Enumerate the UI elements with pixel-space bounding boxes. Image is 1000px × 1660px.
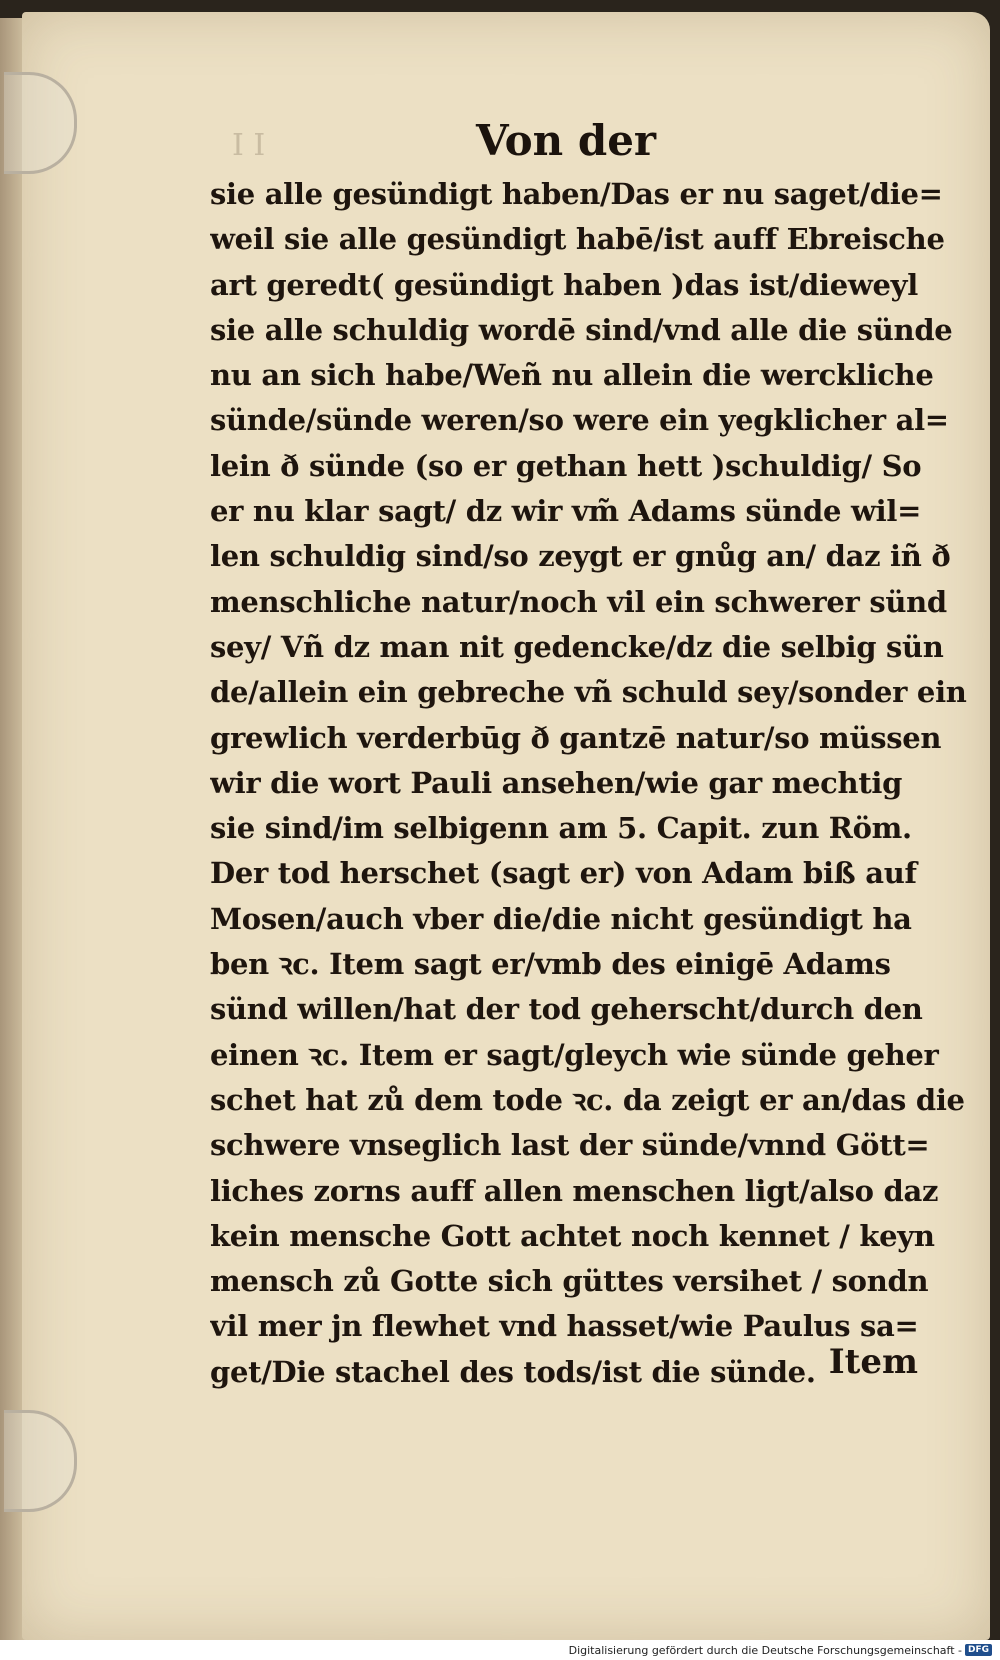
text-line: ben ꝛc. Item sagt er/vmb des einigē Adams bbox=[210, 947, 891, 982]
text-line: menschliche natur/noch vil ein schwerer sünd bbox=[210, 584, 947, 619]
text-line: get/Die stachel des tods/ist die sünde. bbox=[210, 1354, 816, 1389]
text-block bbox=[210, 172, 980, 1395]
text-line: liches zorns auff allen menschen ligt/also daz bbox=[210, 1173, 939, 1208]
catchword: Item bbox=[828, 1342, 918, 1382]
text-line: art geredt( gesündigt haben )das ist/dieweyl bbox=[210, 267, 918, 302]
text-line: weil sie alle gesündigt habē/ist auff Ebreische bbox=[210, 222, 945, 257]
text-line: lein ð sünde (so er gethan hett )schuldig/ So bbox=[210, 448, 922, 483]
dfg-logo-icon: DFG bbox=[965, 1644, 992, 1656]
text-line: vil mer jn flewhet vnd hasset/wie Paulus sa= bbox=[210, 1309, 919, 1344]
text-line: sünd willen/hat der tod geherscht/durch den bbox=[210, 992, 923, 1027]
faded-show-through-mark: I I bbox=[232, 128, 266, 163]
text-line: sie alle gesündigt haben/Das er nu saget/die= bbox=[210, 177, 943, 211]
book-page bbox=[22, 12, 990, 1640]
text-line: sie sind/im selbigenn am 5. Capit. zun Röm. bbox=[210, 811, 912, 846]
text-line: de/allein ein gebreche vñ schuld sey/sonder ein bbox=[210, 675, 967, 710]
text-line: kein mensche Gott achtet noch kennet / keyn bbox=[210, 1218, 935, 1253]
text-line: mensch zů Gotte sich güttes versihet / sondn bbox=[210, 1264, 929, 1299]
clip-icon bbox=[4, 1410, 77, 1512]
text-line: len schuldig sind/so zeygt er gnůg an/ daz iñ ð bbox=[210, 539, 951, 574]
digitization-footer bbox=[0, 1640, 1000, 1660]
text-line: sünde/sünde weren/so were ein yegklicher al= bbox=[210, 403, 949, 438]
text-line: einen ꝛc. Item er sagt/gleych wie sünde geher bbox=[210, 1037, 939, 1072]
text-line: Mosen/auch vber die/die nicht gesündigt ha bbox=[210, 901, 912, 936]
text-line: sie alle schuldig wordē sind/vnd alle die sünde bbox=[210, 312, 953, 347]
text-line: er nu klar sagt/ dz wir vm̃ Adams sünde wil= bbox=[210, 494, 922, 529]
text-line: wir die wort Pauli ansehen/wie gar mechtig bbox=[210, 765, 903, 800]
text-line: Der tod herschet (sagt er) von Adam biß auf bbox=[210, 856, 917, 891]
text-line: grewlich verderbūg ð gantzē natur/so müssen bbox=[210, 720, 942, 755]
text-line: sey/ Vñ dz man nit gedencke/dz die selbig sün bbox=[210, 629, 944, 664]
running-header: Von der bbox=[475, 116, 657, 165]
text-line: schwere vnseglich last der sünde/vnnd Gött= bbox=[210, 1128, 930, 1163]
text-line: schet hat zů dem tode ꝛc. da zeigt er an/das die bbox=[210, 1082, 965, 1117]
funding-credit: Digitalisierung gefördert durch die Deutsche Forschungsgemeinschaft - bbox=[568, 1643, 962, 1657]
text-line: nu an sich habe/Weñ nu allein die werckliche bbox=[210, 358, 934, 393]
